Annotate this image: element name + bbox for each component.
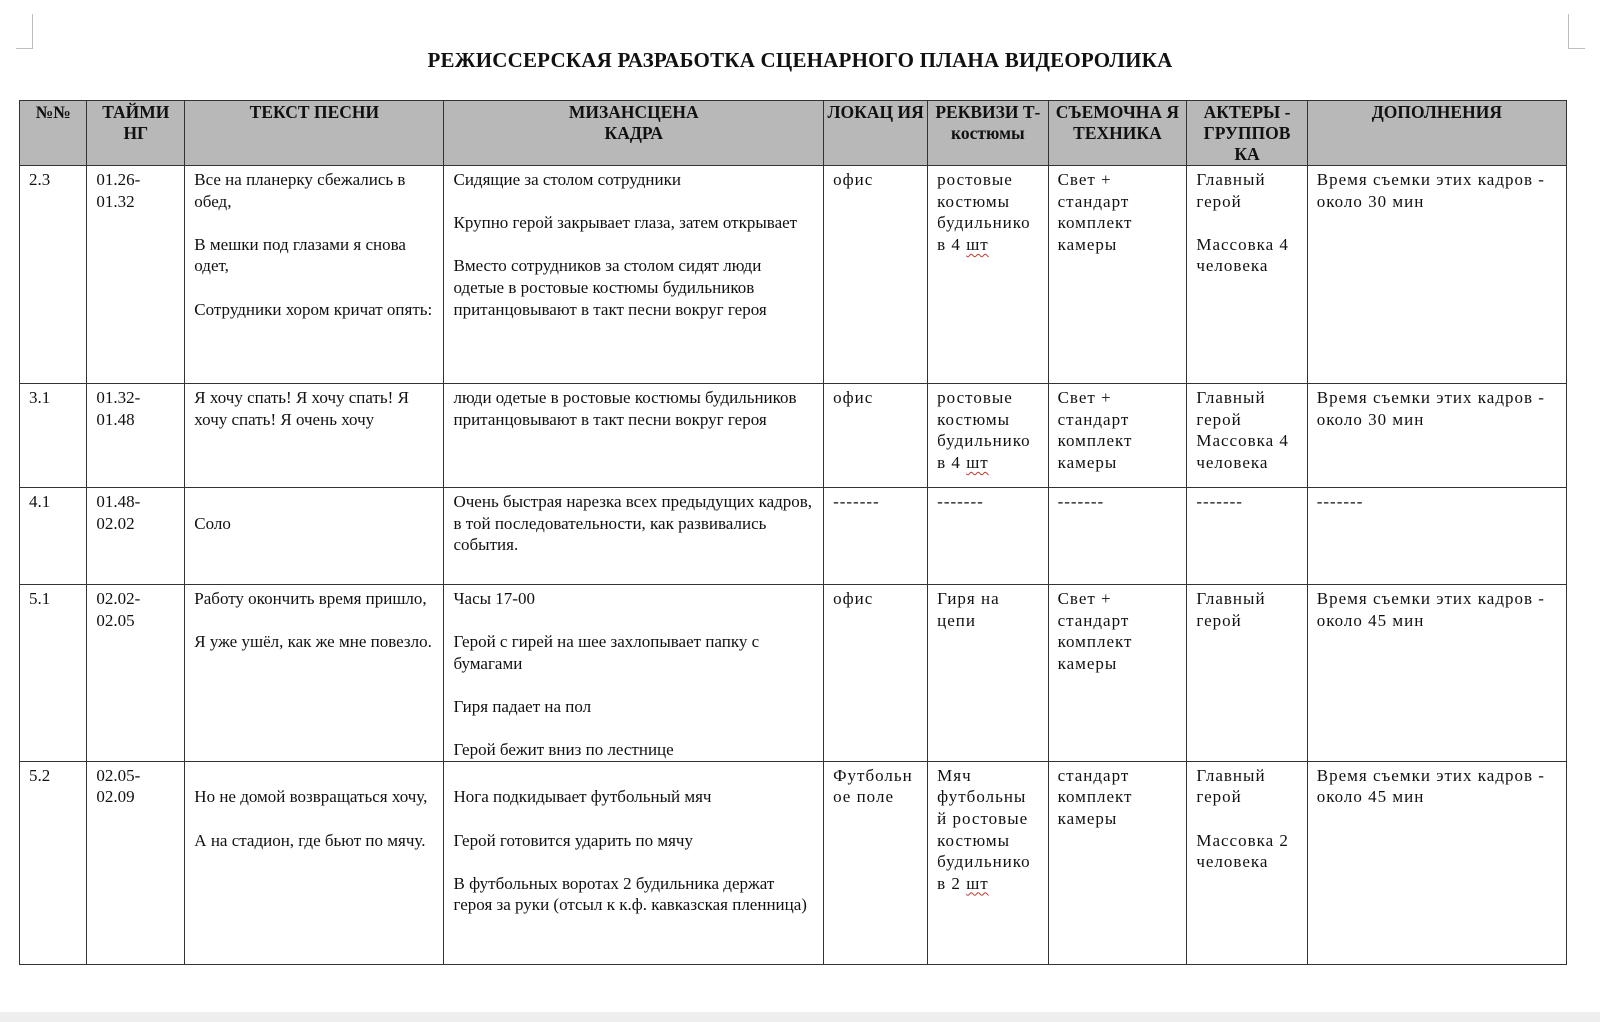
scene-line: люди одетые в ростовые костюмы будильников пританцовывают в такт песни вокруг героя <box>453 388 801 429</box>
cell-scene <box>444 585 824 762</box>
cell-scene <box>444 488 824 585</box>
scene-line: Герой готовится ударить по мячу <box>453 830 693 850</box>
actors-line: Массовка 2 человека <box>1196 830 1295 872</box>
cell-timing: 02.05- 02.09 <box>87 761 185 964</box>
cell-lyrics <box>185 585 444 762</box>
cell-location: офис <box>824 585 928 762</box>
scene-line: Часы 17-00 <box>453 589 535 608</box>
lyrics-line: Но не домой возвращаться хочу, <box>194 787 428 807</box>
cell-timing: 01.48- 02.02 <box>87 488 185 585</box>
cell-equipment: стандарт комплект камеры <box>1048 761 1187 964</box>
cell-scene <box>444 166 824 384</box>
cell-props <box>928 384 1048 488</box>
scene-line: Очень быстрая нарезка всех предыдущих кадров, в той последовательности, как развивались события. <box>453 492 817 555</box>
lyrics-line: В мешки под глазами я снова одет, <box>194 234 406 276</box>
cell-timing: 01.32- 01.48 <box>87 384 185 488</box>
table-row <box>20 585 1567 762</box>
cell-actors <box>1187 384 1307 488</box>
header-actors: АКТЕРЫ - ГРУППОВ КА <box>1187 101 1307 166</box>
cell-location: офис <box>824 166 928 384</box>
cell-notes: Время съемки этих кадров - около 30 мин <box>1307 166 1566 384</box>
cell-props <box>928 488 1048 585</box>
header-lyrics: ТЕКСТ ПЕСНИ <box>185 101 444 166</box>
cell-lyrics <box>185 761 444 964</box>
actors-line: Главный герой Массовка 4 человека <box>1196 388 1295 472</box>
page-corner-mark-top-left <box>16 14 33 49</box>
page-bottom-edge <box>0 1012 1600 1022</box>
scene-line: Герой бежит вниз по лестнице <box>453 740 674 760</box>
lyrics-line: Я уже ушёл, как же мне повезло. <box>194 632 432 652</box>
cell-actors <box>1187 761 1307 964</box>
cell-equipment: ------- <box>1048 488 1187 585</box>
cell-equipment: Свет + стандарт комплект камеры <box>1048 384 1187 488</box>
cell-lyrics <box>185 166 444 384</box>
header-location: ЛОКАЦ ИЯ <box>824 101 928 166</box>
cell-num: 2.3 <box>20 166 87 384</box>
scene-line: Вместо сотрудников за столом сидят люди одетые в ростовые костюмы будильников пританцовывают в такт песни вокруг героя <box>453 256 767 319</box>
props-text: ------- <box>937 492 984 511</box>
header-props-line-1: РЕКВИЗИ Т- <box>935 102 1041 122</box>
cell-timing: 02.02- 02.05 <box>87 585 185 762</box>
cell-props <box>928 585 1048 762</box>
actors-line: Массовка 4 человека <box>1196 234 1295 276</box>
lyrics-line: Работу окончить время пришло, <box>194 589 427 608</box>
cell-equipment: Свет + стандарт комплект камеры <box>1048 166 1187 384</box>
header-scene-line-2: КАДРА <box>604 123 664 143</box>
cell-location: ------- <box>824 488 928 585</box>
page-corner-mark-top-right <box>1568 14 1585 49</box>
cell-location: офис <box>824 384 928 488</box>
props-text: ростовые костюмы будильнико в 4 <box>937 170 1031 254</box>
props-text: Гиря на цепи <box>937 589 1000 630</box>
table-row <box>20 761 1567 964</box>
lyrics-line: Все на планерку сбежались в обед, <box>194 170 406 211</box>
cell-lyrics <box>185 384 444 488</box>
header-timing: ТАЙМИ НГ <box>87 101 185 166</box>
cell-location: Футбольн ое поле <box>824 761 928 964</box>
header-props-line-2: костюмы <box>951 123 1025 143</box>
cell-timing: 01.26- 01.32 <box>87 166 185 384</box>
cell-lyrics <box>185 488 444 585</box>
cell-notes: Время съемки этих кадров - около 45 мин <box>1307 761 1566 964</box>
cell-props <box>928 761 1048 964</box>
actors-line: ------- <box>1196 492 1243 511</box>
actors-line: Главный герой <box>1196 765 1271 807</box>
table-row <box>20 384 1567 488</box>
cell-props <box>928 166 1048 384</box>
cell-num: 4.1 <box>20 488 87 585</box>
scene-line: Сидящие за столом сотрудники <box>453 170 681 189</box>
header-scene <box>444 101 824 166</box>
scene-line: Герой с гирей на шее захлопывает папку с бумагами <box>453 632 764 673</box>
scene-line: Нога подкидывает футбольный мяч <box>453 787 712 807</box>
cell-actors <box>1187 166 1307 384</box>
props-text-spellcheck: шт <box>966 873 989 893</box>
cell-num: 5.2 <box>20 761 87 964</box>
lyrics-line: Соло <box>194 513 231 533</box>
props-text-spellcheck: шт <box>966 452 989 472</box>
header-scene-line-1: МИЗАНСЦЕНА <box>568 102 699 122</box>
table-row <box>20 166 1567 384</box>
table-body <box>20 166 1567 965</box>
cell-scene <box>444 384 824 488</box>
table-row <box>20 488 1567 585</box>
scenario-plan-table <box>19 100 1567 965</box>
cell-equipment: Свет + стандарт комплект камеры <box>1048 585 1187 762</box>
props-text: Мяч футбольны й ростовые костюмы будильнико в 2 <box>937 765 1031 893</box>
lyrics-line: А на стадион, где бьют по мячу. <box>194 830 426 850</box>
lyrics-line: Я хочу спать! Я хочу спать! Я хочу спать! Я очень хочу <box>194 388 414 429</box>
actors-line: Главный герой <box>1196 170 1271 211</box>
scene-line: Крупно герой закрывает глаза, затем открывает <box>453 213 798 233</box>
scene-line: В футбольных воротах 2 будильника держат героя за руки (отсыл к к.ф. кавказская пленница) <box>453 873 807 915</box>
props-text: ростовые костюмы будильнико в 4 <box>937 388 1031 472</box>
cell-notes: Время съемки этих кадров - около 45 мин <box>1307 585 1566 762</box>
table-header-row <box>20 101 1567 166</box>
scene-line: Гиря падает на пол <box>453 696 592 716</box>
header-num: №№ <box>20 101 87 166</box>
cell-num: 5.1 <box>20 585 87 762</box>
cell-scene <box>444 761 824 964</box>
cell-notes: ------- <box>1307 488 1566 585</box>
header-notes: ДОПОЛНЕНИЯ <box>1307 101 1566 166</box>
document-title: РЕЖИССЕРСКАЯ РАЗРАБОТКА СЦЕНАРНОГО ПЛАНА ВИДЕОРОЛИКА <box>427 48 1173 72</box>
cell-actors <box>1187 488 1307 585</box>
cell-num: 3.1 <box>20 384 87 488</box>
cell-actors <box>1187 585 1307 762</box>
cell-notes: Время съемки этих кадров - около 30 мин <box>1307 384 1566 488</box>
header-props <box>928 101 1048 166</box>
actors-line: Главный герой <box>1196 589 1271 630</box>
lyrics-line: Сотрудники хором кричат опять: <box>194 299 433 319</box>
header-equipment: СЪЕМОЧНА Я ТЕХНИКА <box>1048 101 1187 166</box>
props-text-spellcheck: шт <box>966 234 989 254</box>
